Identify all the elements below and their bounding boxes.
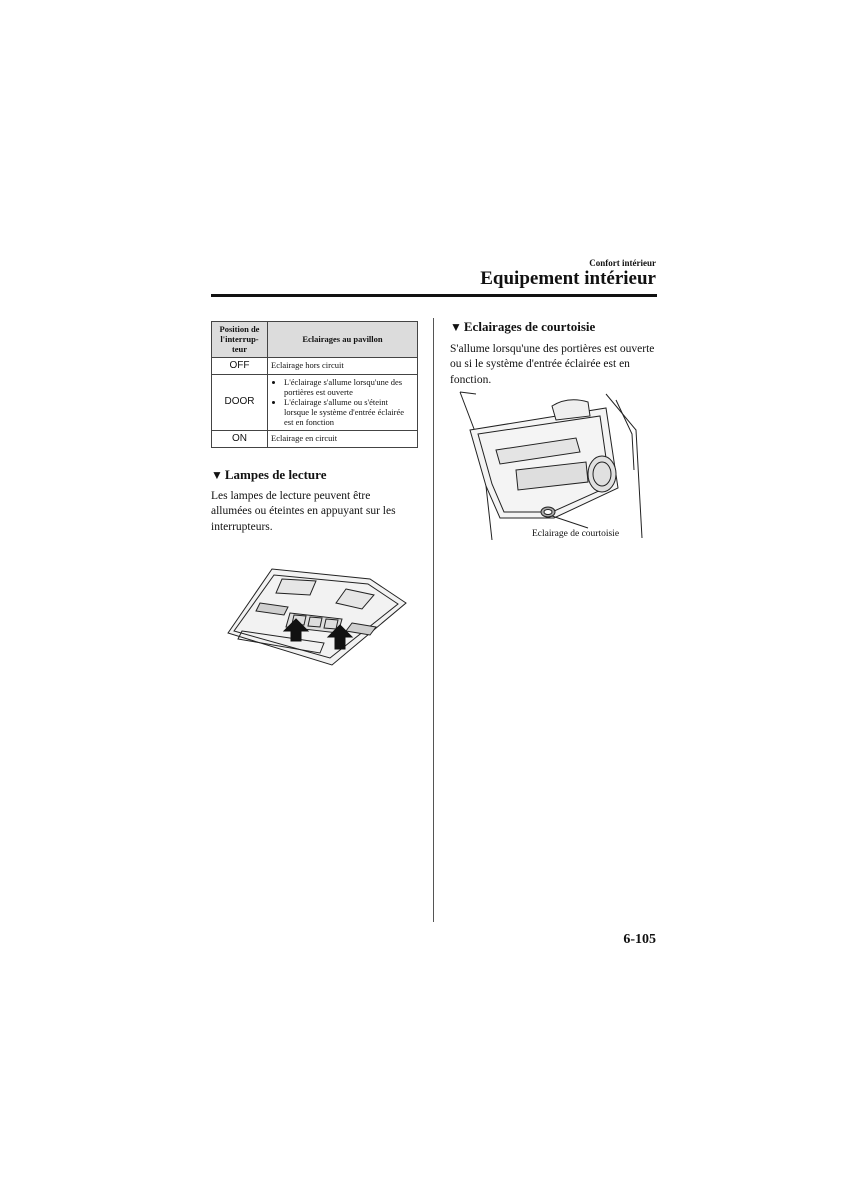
triangle-marker-icon: ▼ [211, 468, 223, 482]
lecture-heading-text: Lampes de lecture [224, 467, 327, 482]
table-row [212, 430, 418, 447]
courtesy-light-caption: Eclairage de courtoisie [532, 529, 620, 539]
lecture-paragraph: Les lampes de lecture peuvent être allumées ou éteintes en appuyant sur les interrupteurs. [211, 490, 396, 533]
table-header-lighting: Eclairages au pavillon [268, 322, 418, 358]
header-rule [211, 294, 657, 297]
courtoisie-paragraph: S'allume lorsqu'une des portières est ouverte ou si le système d'entrée éclairée est en fonction. [450, 343, 655, 386]
triangle-marker-icon: ▼ [450, 320, 462, 334]
table-row [212, 374, 418, 430]
table-row [212, 357, 418, 374]
position-cell: ON [212, 430, 268, 447]
column-divider [433, 318, 434, 922]
description-cell [268, 374, 418, 430]
position-cell: DOOR [212, 374, 268, 430]
bullet-list [271, 377, 414, 428]
bullet-item: • L'éclairage s'allume lorsqu'une des portières est ouverte [284, 377, 414, 397]
courtoisie-heading [450, 319, 595, 335]
page-number: 6-105 [623, 932, 656, 947]
description-cell: Eclairage en circuit [268, 430, 418, 447]
courtoisie-heading-text: Eclairages de courtoisie [463, 319, 596, 334]
lecture-heading [211, 467, 326, 483]
section-label: Confort intérieur [589, 258, 656, 268]
description-cell: Eclairage hors circuit [268, 357, 418, 374]
table-header-position: Position de l'interrup-teur [212, 322, 268, 358]
overhead-console-illustration [224, 561, 410, 667]
door-courtesy-light-illustration [456, 390, 646, 540]
switch-position-table [211, 321, 418, 448]
page-title: Equipement intérieur [480, 268, 656, 289]
position-cell: OFF [212, 357, 268, 374]
bullet-item: • L'éclairage s'allume ou s'éteint lorsque le système d'entrée éclairée est en fonction [284, 397, 414, 428]
table-header-row [212, 322, 418, 358]
